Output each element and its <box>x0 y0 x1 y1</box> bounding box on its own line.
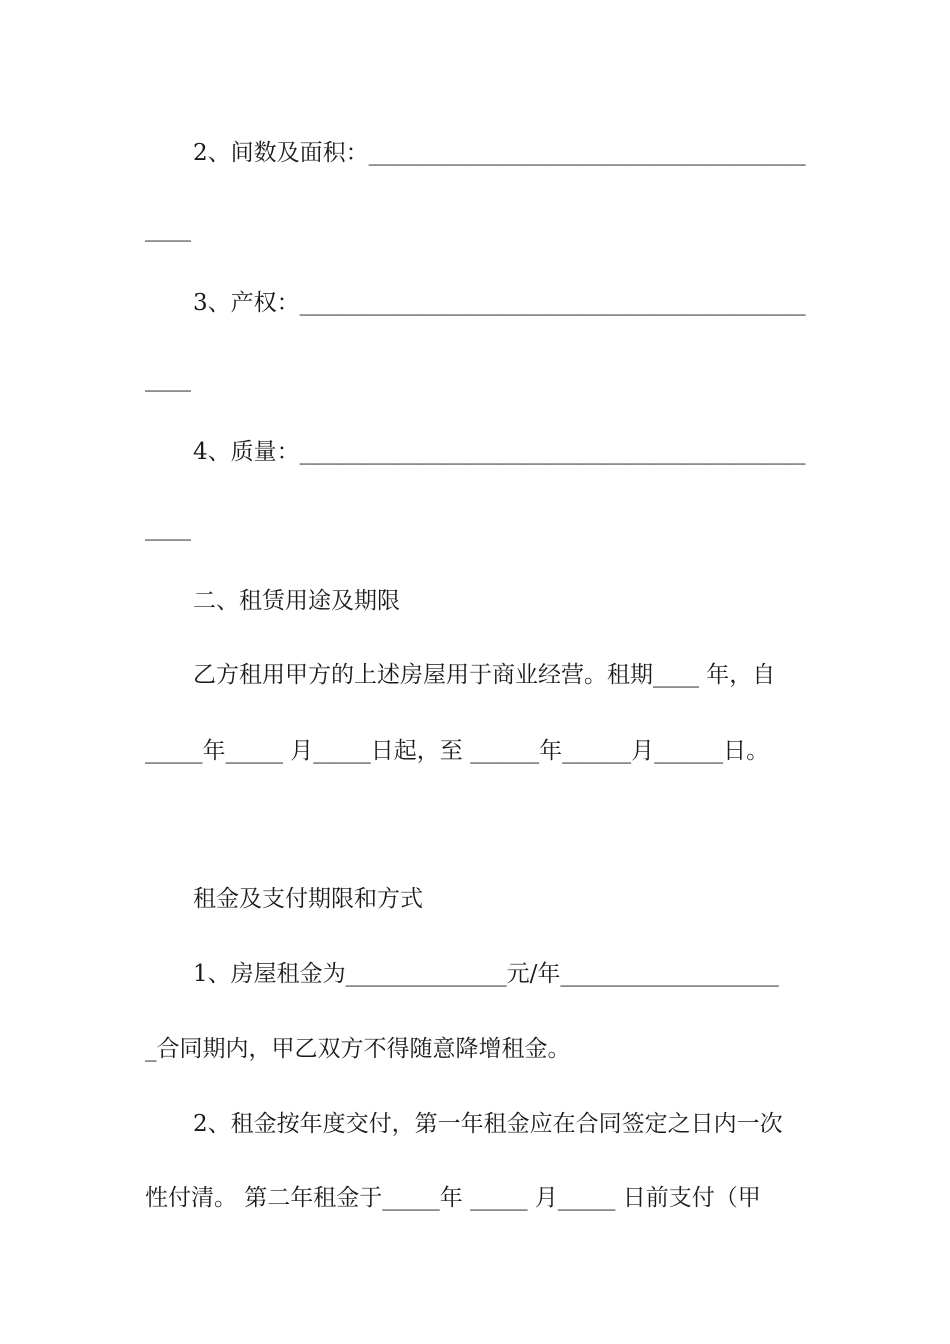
item-quality: 4、质量：____________________________________________ <box>193 439 806 465</box>
paragraph-rent-amount: 1、房屋租金为______________元/年___________________ <box>193 961 779 987</box>
section-heading-rent-payment: 租金及支付期限和方式 <box>193 886 423 912</box>
item-property-rights: 3、产权：____________________________________________ <box>193 290 806 316</box>
item-property-rights-continued: ____ <box>145 366 191 392</box>
paragraph-rent-annual-payment: 2、租金按年度交付，第一年租金应在合同签定之日内一次 <box>193 1111 783 1137</box>
paragraph-lease-dates: _____年_____ 月_____日起，至 ______年______月______日。 <box>145 738 770 764</box>
paragraph-rent-second-year: 性付清。 第二年租金于_____年 _____ 月_____ 日前支付（甲 <box>145 1185 761 1211</box>
paragraph-rent-amount-continued: _合同期内，甲乙双方不得随意降增租金。 <box>145 1036 571 1062</box>
item-room-count-area: 2、间数及面积：______________________________________ <box>193 140 806 166</box>
item-room-count-area-continued: ____ <box>145 216 191 242</box>
item-quality-continued: ____ <box>145 515 191 541</box>
paragraph-lease-use: 乙方租用甲方的上述房屋用于商业经营。租期____ 年，自 <box>193 662 776 688</box>
section-heading-lease-use-term: 二、租赁用途及期限 <box>193 588 400 614</box>
